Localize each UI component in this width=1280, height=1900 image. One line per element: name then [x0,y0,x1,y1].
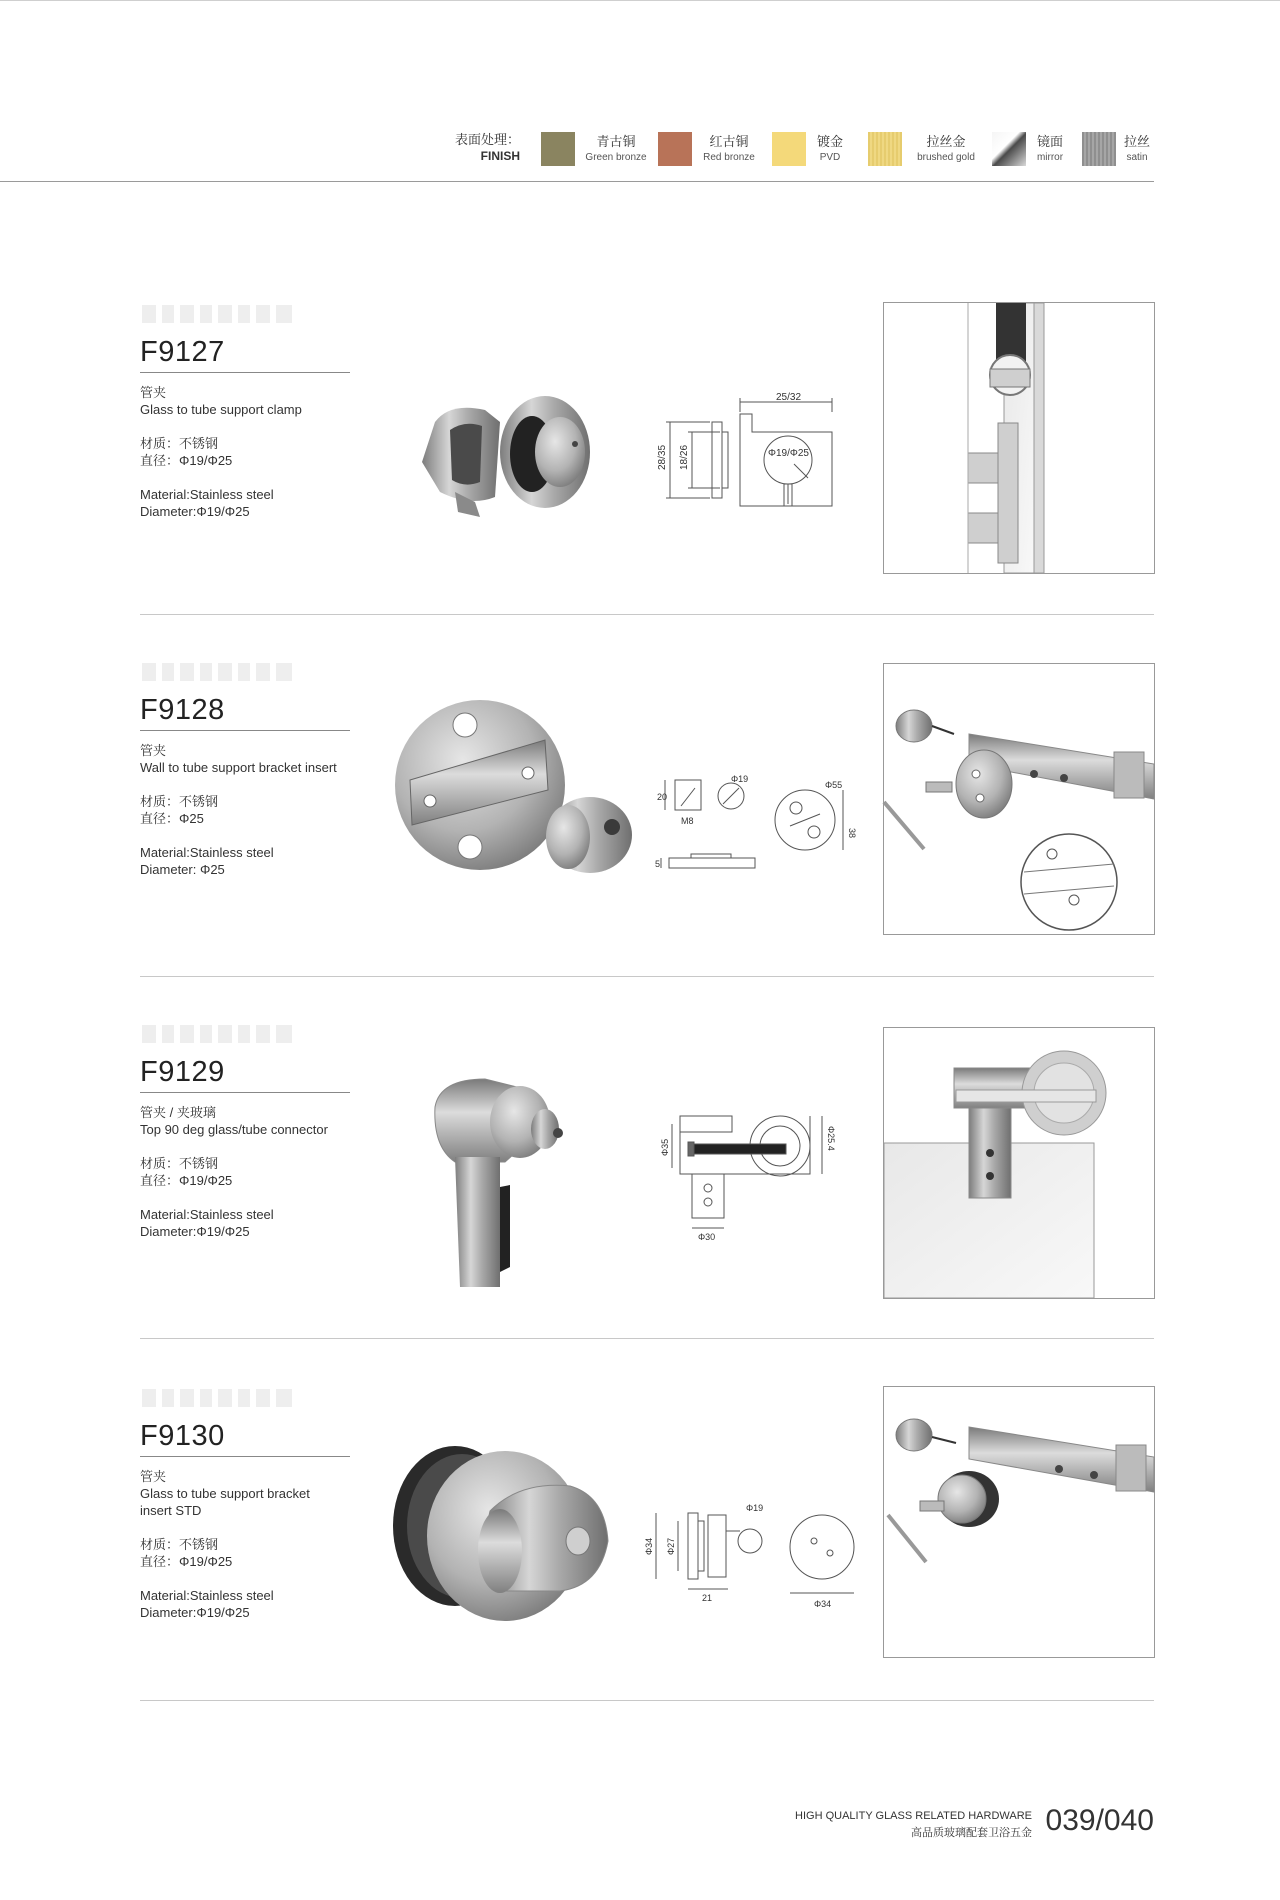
watermark-logo [140,302,295,326]
product-code-underline [140,372,350,373]
install-drawing [884,303,1154,573]
installation-illustration-f9127 [883,302,1155,574]
finish-name-cn: 红古铜 [709,134,749,149]
section-divider [140,614,1154,615]
green-bronze-swatch [541,132,575,166]
footer-tagline-en: HIGH QUALITY GLASS RELATED HARDWARE [795,1810,1032,1822]
product-name-cn: 管夹 [140,743,167,758]
product-name-en: Top 90 deg glass/tube connector [140,1122,328,1137]
install-drawing [884,1387,1154,1657]
product-code-underline [140,1092,350,1093]
dim-d30: Φ30 [698,1232,716,1242]
dim-d27: Φ27 [666,1537,676,1555]
pvd-swatch [772,132,806,166]
dim-w21: 21 [702,1593,713,1603]
product-name-en: Wall to tube support bracket insert [140,760,337,775]
product-diameter-en: Diameter:Φ19/Φ25 [140,504,250,519]
finish-name-cn: 拉丝 [1123,134,1150,149]
dim-t5: 5 [655,859,661,869]
finish-name-en: mirror [1036,152,1064,163]
finish-name-cn: 镜面 [1036,134,1063,149]
product-section-f9129 [0,1022,1280,1322]
product-material-en: Material:Stainless steel [140,845,274,860]
finish-name-en: brushed gold [917,152,975,163]
product-section-f9128 [0,660,1280,960]
finish-name-en: Green bronze [585,152,647,163]
product-diameter-cn: 直径：Φ19/Φ25 [140,1554,233,1569]
satin-swatch [1082,132,1116,166]
product-material-en: Material:Stainless steel [140,1207,274,1222]
red-bronze-swatch [658,132,692,166]
product-material-cn: 材质：不锈钢 [140,1156,219,1171]
product-photo-bracket [390,695,640,885]
product-diameter-en: Diameter:Φ19/Φ25 [140,1605,250,1620]
dim-top: 25/32 [776,392,802,403]
product-name-cn: 管夹 [140,1469,167,1484]
dim-d19: Φ19 [731,774,749,784]
watermark-logo [140,1386,295,1410]
finish-name-cn: 青古铜 [596,134,636,149]
product-description [140,742,370,878]
product-diameter-cn: 直径：Φ19/Φ25 [140,1173,233,1188]
technical-drawing-f9130 [644,1501,860,1611]
dim-m8: M8 [681,816,694,826]
page-number: 039/040 [1045,1804,1154,1837]
installation-illustration-f9129 [883,1027,1155,1299]
product-section-f9127 [0,302,1280,602]
finish-name-en: satin [1126,152,1148,163]
technical-drawing-f9127 [657,392,850,532]
product-name-cn: 管夹 / 夹玻璃 [140,1105,216,1120]
product-photo-clamp [410,382,600,522]
product-code-underline [140,1456,350,1457]
installation-illustration-f9130 [883,1386,1155,1658]
page-top-rule [0,0,1280,1]
product-diameter-en: Diameter:Φ19/Φ25 [140,1224,250,1239]
finish-name-en: PVD [819,152,841,163]
product-code: F9127 [140,336,225,368]
dim-left-inner: 18/26 [679,444,690,470]
product-material-en: Material:Stainless steel [140,487,274,502]
product-section-f9130 [0,1386,1280,1686]
finish-label [440,132,520,164]
dim-d34b: Φ34 [814,1599,832,1609]
page-footer [795,1800,1160,1840]
product-code: F9130 [140,1420,225,1452]
dim-h20: 20 [657,792,668,802]
technical-drawing-f9128 [655,774,857,890]
finish-legend [440,128,1155,172]
finish-name-en: Red bronze [703,152,755,163]
mirror-swatch [992,132,1026,166]
section-divider [140,976,1154,977]
product-diameter-cn: 直径：Φ25 [140,811,204,826]
dim-d19: Φ19 [746,1503,764,1513]
product-code: F9129 [140,1056,225,1088]
product-diameter-en: Diameter: Φ25 [140,862,225,877]
product-material-cn: 材质：不锈钢 [140,1537,219,1552]
installation-illustration-f9128 [883,663,1155,935]
product-name-en: Glass to tube support clamp [140,402,302,417]
dim-h38: 38 [847,828,857,839]
product-code: F9128 [140,694,225,726]
section-divider [140,1338,1154,1339]
product-description [140,1468,340,1621]
watermark-logo [140,1022,295,1046]
footer-tagline-cn: 高品质玻璃配套卫浴五金 [911,1827,1032,1839]
product-description [140,384,370,520]
dim-d55: Φ55 [825,780,843,790]
install-drawing [884,1028,1154,1298]
product-photo-bracket-insert [380,1441,620,1621]
section-divider [140,1700,1154,1701]
technical-drawing-f9129 [660,1102,840,1262]
finish-label-cn: 表面处理： [454,132,520,147]
product-name-cn: 管夹 [140,385,167,400]
dim-d34a: Φ34 [644,1537,654,1555]
dim-left-outer: 28/35 [657,444,668,470]
dim-d254: Φ25.4 [826,1126,836,1151]
header-divider [0,181,1154,182]
product-photo-connector [415,1067,590,1287]
product-name-en: Glass to tube support bracket insert STD [140,1486,310,1518]
watermark-logo [140,660,295,684]
product-code-underline [140,730,350,731]
product-material-cn: 材质：不锈钢 [140,436,219,451]
finish-label-en: FINISH [480,149,520,163]
product-material-en: Material:Stainless steel [140,1588,274,1603]
dim-hole: Φ19/Φ25 [768,448,809,459]
product-diameter-cn: 直径：Φ19/Φ25 [140,453,233,468]
brushed-gold-swatch [868,132,902,166]
product-description [140,1104,370,1240]
product-material-cn: 材质：不锈钢 [140,794,219,809]
finish-name-cn: 镀金 [816,134,843,149]
finish-name-cn: 拉丝金 [926,134,966,149]
dim-d35: Φ35 [660,1138,670,1156]
install-drawing [884,664,1154,934]
